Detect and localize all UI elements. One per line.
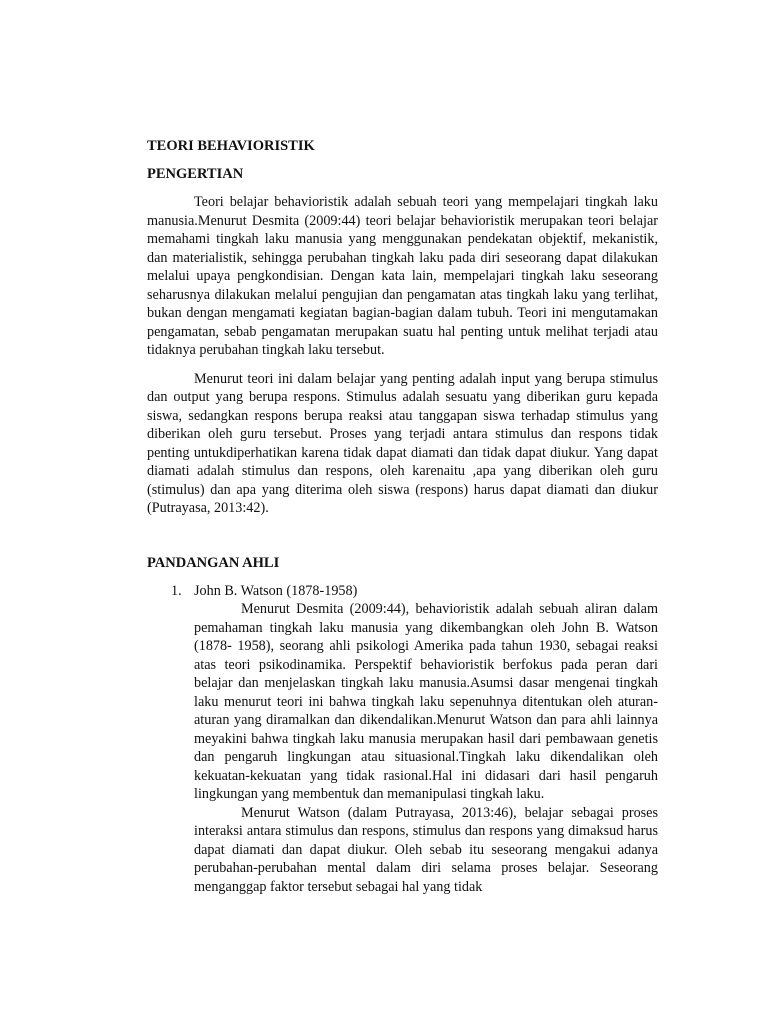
document-title: TEORI BEHAVIORISTIK [147,138,315,154]
paragraph: Menurut teori ini dalam belajar yang penting adalah input yang berupa stimulus dan output yang berupa respons. Stimulus adalah sesuatu yang diberikan guru kepada siswa, sedangkan respons berupa reaksi atau tanggapan siswa terhadap stimulus yang diberikan oleh guru tersebut. Proses yang terjadi antara stimulus dan respons tidak penting untukdiperhatikan karena tidak dapat diamati dan tidak dapat diukur. Yang dapat diamati adalah stimulus dan respons, oleh karenaitu ,apa yang diberikan oleh guru (stimulus) dan apa yang diterima oleh siswa (respons) harus dapat diamati dan diukur (Putrayasa, 2013:42). [147,370,658,516]
document-content [147,137,658,896]
list-item-paragraph: Menurut Desmita (2009:44), behavioristik adalah sebuah aliran dalam pemahaman tingkah laku manusia yang dikembangkan oleh John B. Watson (1878- 1958), seorang ahli psikologi Amerika pada tahun 1930, sebagai reaksi atas teori psikodinamika. Perspektif behavioristik berfokus pada peran dari belajar dan menjelaskan tingkah laku manusia.Asumsi dasar mengenai tingkah laku menurut teori ini bahwa tingkah laku sepenuhnya ditentukan oleh aturan-aturan yang diramalkan dan dikendalikan.Menurut Watson dan para ahli lainnya meyakini bahwa tingkah laku manusia merupakan hasil dari pembawaan genetis dan pengaruh lingkungan atau situasional.Tingkah laku dikendalikan oleh kekuatan-kekuatan yang tidak rasional.Hal ini didasari dari hasil pengaruh lingkungan yang membentuk dan memanipulasi tingkah laku. [194,601,658,802]
section-heading-pengertian: PENGERTIAN [147,166,244,182]
list-item-number: 1. [171,582,182,599]
list-item [147,582,658,897]
section-heading-pandangan-ahli: PANDANGAN AHLI [147,554,280,571]
list-item-paragraph: Menurut Watson (dalam Putrayasa, 2013:46), belajar sebagai proses interaksi antara stimulus dan respons, stimulus dan respons yang dimaksud harus dapat diamati dan dapat diukur. Oleh sebab itu seseorang mengakui adanya perubahan-perubahan mental dalam diri selama proses belajar. Seseorang menganggap faktor tersebut sebagai hal yang tidak [194,804,658,895]
paragraph: Teori belajar behavioristik adalah sebuah teori yang mempelajari tingkah laku manusia.Menurut Desmita (2009:44) teori belajar behavioristik merupakan teori belajar memahami tingkah laku manusia yang menggunakan pendekatan objektif, mekanistik, dan materialistik, sehingga perubahan tingkah laku pada diri seseorang dapat dilakukan melalui upaya pengkondisian. Dengan kata lain, mempelajari tingkah laku seseorang seharusnya dilakukan melalui pengujian dan pengamatan atas tingkah laku yang terlihat, bukan dengan mengamati kegiatan bagian-bagian dalam tubuh. Teori ini mengutamakan pengamatan, sebab pengamatan merupakan suatu hal penting untuk melihat terjadi atau tidaknya perubahan tingkah laku tersebut. [147,194,658,358]
expert-list [147,582,658,897]
list-item-title: John B. Watson (1878-1958) [194,582,358,599]
